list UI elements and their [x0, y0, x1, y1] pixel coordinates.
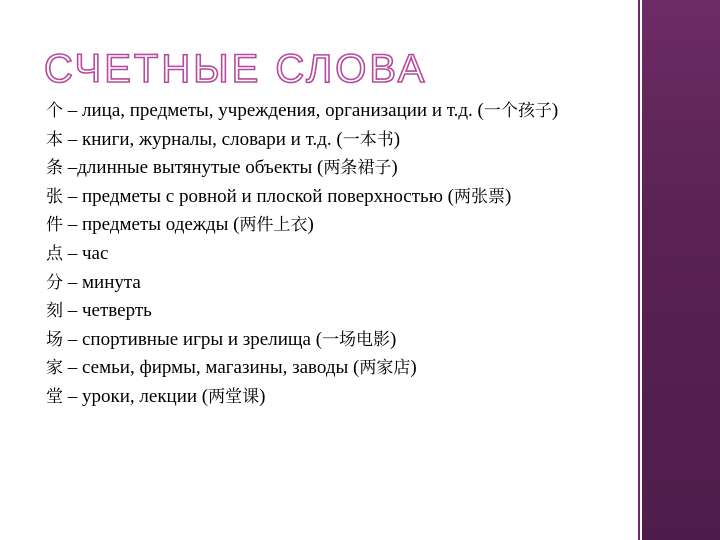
decorative-side-band	[642, 0, 720, 540]
list-item	[46, 240, 586, 269]
measure-word-character: 场	[46, 329, 63, 350]
slide-title	[44, 44, 624, 94]
measure-word-description: – четверть	[63, 300, 152, 322]
list-item	[46, 269, 586, 298]
closing-parenthesis: )	[307, 214, 314, 236]
list-item	[46, 126, 586, 155]
measure-word-example: 两家店	[359, 358, 411, 379]
measure-word-description: – уроки, лекции (	[63, 385, 209, 407]
measure-word-description: – книги, журналы, словари и т.д. (	[63, 128, 343, 150]
measure-word-example: 一本书	[342, 129, 394, 150]
measure-word-character: 点	[46, 243, 63, 264]
measure-word-description: – лица, предметы, учреждения, организации и т.д. (	[63, 100, 484, 121]
list-item	[46, 183, 586, 212]
list-item	[46, 297, 586, 326]
measure-word-example: 两件上衣	[239, 215, 308, 236]
closing-parenthesis: )	[393, 128, 401, 150]
measure-word-example: 两条裙子	[323, 158, 392, 179]
slide-title-outline-text	[44, 44, 624, 94]
measure-word-description: – семьи, фирмы, магазины, заводы (	[63, 357, 360, 379]
measure-word-character: 张	[46, 186, 63, 207]
measure-word-character: 件	[46, 215, 63, 236]
closing-parenthesis: )	[390, 328, 397, 350]
closing-parenthesis: )	[504, 185, 512, 207]
list-item	[46, 383, 586, 412]
counting-words-list	[46, 97, 586, 412]
closing-parenthesis: )	[391, 157, 398, 179]
decorative-divider-line	[638, 0, 640, 540]
measure-word-character: 刻	[46, 301, 63, 322]
measure-word-description: – предметы с ровной и плоской поверхностью (	[63, 185, 454, 207]
measure-word-description: – минута	[63, 271, 141, 293]
measure-word-example: 一场电影	[322, 329, 391, 350]
measure-word-description: – спортивные игры и зрелища (	[63, 328, 323, 350]
list-item	[46, 326, 586, 355]
list-item	[46, 97, 586, 126]
measure-word-character: 家	[46, 358, 63, 379]
measure-word-character: 本	[46, 129, 63, 150]
list-item	[46, 354, 586, 383]
measure-word-example: 一个孩子	[483, 101, 552, 121]
closing-parenthesis: )	[551, 100, 559, 121]
measure-word-character: 分	[46, 272, 63, 293]
measure-word-description: – час	[63, 242, 109, 264]
measure-word-description: – предметы одежды (	[63, 214, 240, 236]
list-item	[46, 211, 586, 240]
closing-parenthesis: )	[259, 385, 266, 407]
measure-word-example: 两堂课	[208, 386, 260, 407]
slide-title-text: СЧЕТНЫЕ СЛОВА	[44, 47, 428, 91]
list-item	[46, 154, 586, 183]
measure-word-character: 个	[46, 101, 63, 121]
measure-word-character: 堂	[46, 386, 63, 407]
measure-word-example: 两张票	[453, 186, 505, 207]
closing-parenthesis: )	[410, 357, 417, 379]
measure-word-character: 条	[46, 158, 63, 179]
measure-word-description: –длинные вытянутые объекты (	[63, 157, 324, 179]
